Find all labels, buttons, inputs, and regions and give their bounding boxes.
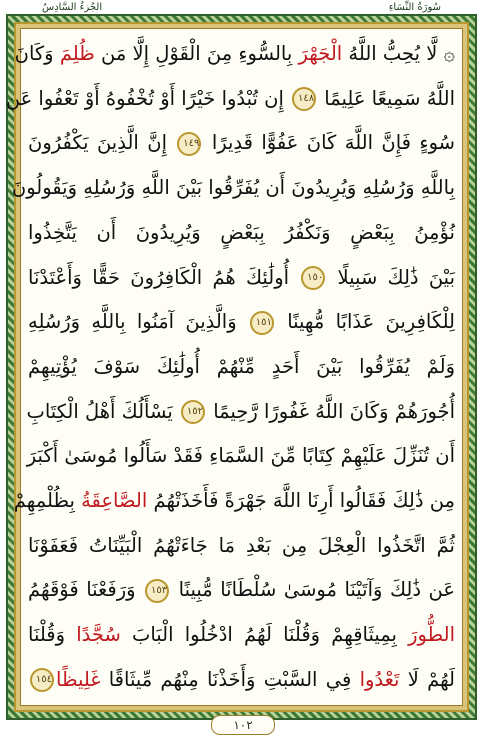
- verse-text: نُؤْمِنُ بِبَعْضٍ وَنَكْفُرُ بِبَعْضٍ وَيُرِيدُونَ أَن يَتَّخِذُوا: [28, 220, 455, 244]
- verse-text: مِن ذَٰلِكَ فَقَالُوا أَرِنَا اللَّهَ جَهْرَةً فَأَخَذَتْهُمُ: [147, 489, 455, 513]
- verse-text: وَلَمْ يُفَرِّقُوا بَيْنَ أَحَدٍ مِّنْهُمْ أُولَٰئِكَ سَوْفَ يُؤْتِيهِمْ: [28, 354, 455, 378]
- verse-line: [28, 615, 455, 655]
- verse-line: [28, 392, 455, 432]
- ayah-number-marker: ١٥٤: [30, 668, 54, 692]
- verse-text: إِن تُبْدُوا خَيْرًا أَوْ تُخْفُوهُ أَوْ تَعْفُوا عَن: [5, 86, 291, 110]
- highlighted-word: الطُّورَ: [408, 623, 455, 647]
- verse-text: سُوءٍ فَإِنَّ اللَّهَ كَانَ عَفُوًّا قَدِيرًا: [203, 131, 455, 155]
- highlighted-word: سُجَّدًا: [76, 623, 121, 647]
- verse-text: أَن تُنَزِّلَ عَلَيْهِمْ كِتَابًا مِّنَ السَّمَاءِ فَقَدْ سَأَلُوا مُوسَىٰ أَكْبَرَ: [26, 444, 455, 468]
- highlighted-word: الْجَهْرَ: [298, 42, 343, 65]
- verse-line: [28, 213, 455, 253]
- verse-line: [28, 302, 455, 342]
- page-header: [20, 0, 463, 14]
- verse-line: [28, 436, 455, 476]
- verse-text: إِنَّ الَّذِينَ يَكْفُرُونَ: [28, 131, 176, 155]
- ayah-number-marker: ١٥٠: [301, 266, 325, 290]
- ayah-number-marker: ١٥٢: [181, 400, 205, 424]
- verse-line: [28, 526, 455, 566]
- juz-title: الجُزءُ السَّادِسُ: [42, 1, 103, 13]
- verse-lines: [5, 34, 456, 700]
- verse-text: وَكَانَ: [14, 42, 60, 65]
- verse-line: [28, 347, 455, 387]
- verse-text: أُولَٰئِكَ هُمُ الْكَافِرُونَ حَقًّا وَأَعْتَدْنَا: [28, 265, 300, 289]
- verse-text: بِمِيثَاقِهِمْ وَقُلْنَا لَهُمُ ادْخُلُوا الْبَابَ: [120, 623, 409, 647]
- verse-line: [14, 34, 455, 74]
- page-number: ١٠٢: [211, 715, 275, 735]
- verse-line: [28, 570, 455, 610]
- verse-text: بَيْنَ ذَٰلِكَ سَبِيلًا: [327, 265, 455, 289]
- verse-line: [28, 660, 455, 700]
- verse-text: يَسْأَلُكَ أَهْلُ الْكِتَابِ: [26, 399, 179, 423]
- verse-text: لِلْكَافِرِينَ عَذَابًا مُّهِينًا: [275, 310, 455, 334]
- verse-line: [5, 79, 455, 119]
- verse-text: عَن ذَٰلِكَ وَآتَيْنَا مُوسَىٰ سُلْطَانًا مُّبِينًا: [171, 578, 456, 602]
- highlighted-word: غَلِيظًا: [56, 667, 101, 691]
- verse-text: أُجُورَهُمْ وَكَانَ اللَّهُ غَفُورًا رَّحِيمًا: [207, 399, 455, 423]
- highlighted-word: تَعْدُوا: [359, 667, 400, 691]
- surah-title: سُورَةُ النِّسَاءِ: [388, 1, 441, 13]
- verse-text: وَقُلْنَا: [28, 623, 77, 647]
- ayah-number-marker: ١٤٩: [177, 132, 201, 156]
- verse-text: وَرَفَعْنَا فَوْقَهُمُ: [28, 578, 144, 602]
- ayah-number-marker: ١٤٨: [292, 87, 316, 111]
- verse-text: وَالَّذِينَ آمَنُوا بِاللَّهِ وَرُسُلِهِ: [28, 310, 248, 334]
- highlighted-word: ظُلِمَ: [59, 42, 95, 65]
- verse-text: بِالسُّوءِ مِنَ الْقَوْلِ إِلَّا مَن: [94, 42, 299, 65]
- verse-line: [28, 123, 455, 163]
- verse-text: اللَّهُ سَمِيعًا عَلِيمًا: [318, 86, 455, 110]
- verse-text: فِي السَّبْتِ وَأَخَذْنَا مِنْهُم مِّيثَاقًا: [100, 667, 360, 691]
- ayah-number-marker: ١٥٣: [145, 579, 169, 603]
- verse-text: لَهُمْ لَا: [399, 667, 455, 691]
- verse-line: [11, 168, 455, 208]
- ayah-number-marker: ١٥١: [250, 311, 274, 335]
- verse-text: بِظُلْمِهِمْ: [13, 489, 82, 513]
- verse-line: [13, 481, 455, 521]
- verse-text: بِاللَّهِ وَرُسُلِهِ وَيُرِيدُونَ أَن يُفَرِّقُوا بَيْنَ اللَّهِ وَرُسُلِهِ وَيَقُولُونَ: [11, 176, 455, 200]
- verse-text: ۞ لَّا يُحِبُّ اللَّهُ: [342, 42, 455, 65]
- verse-line: [28, 258, 455, 298]
- highlighted-word: الصَّاعِقَةُ: [81, 489, 148, 513]
- verse-text: ثُمَّ اتَّخَذُوا الْعِجْلَ مِن بَعْدِ مَا جَاءَتْهُمُ الْبَيِّنَاتُ فَعَفَوْنَا: [28, 533, 455, 557]
